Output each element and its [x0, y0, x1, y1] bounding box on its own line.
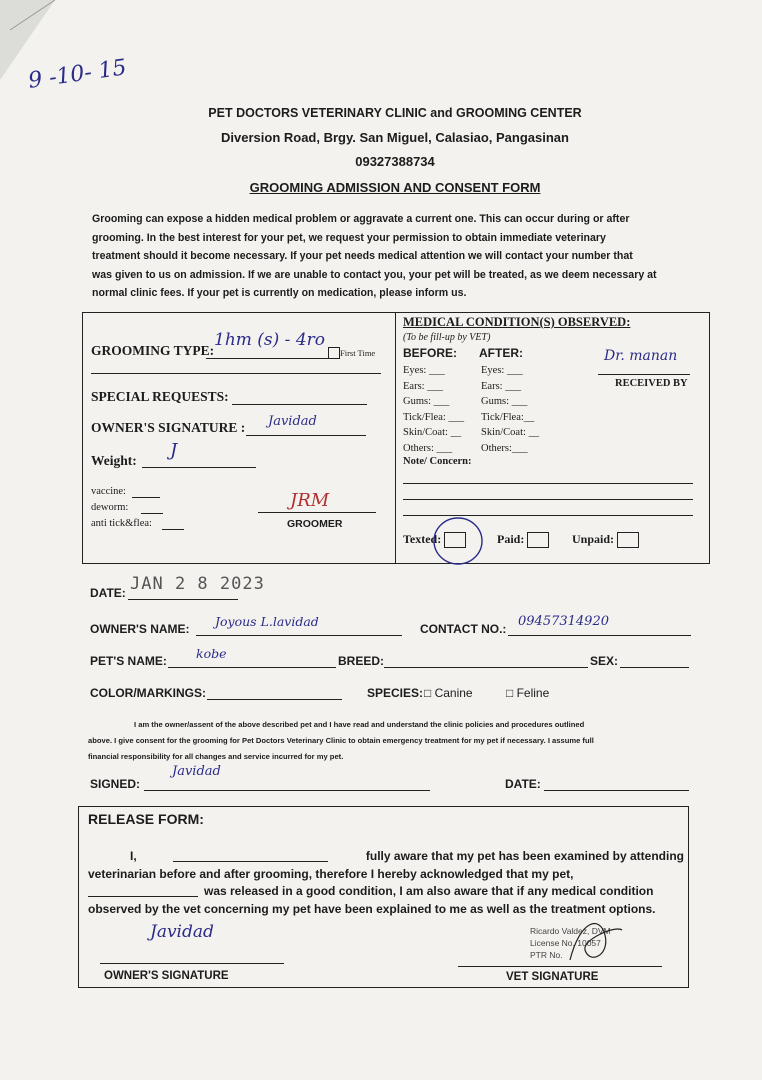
clinic-phone: 09327388734 — [355, 154, 435, 169]
release-text: was released in a good condition, I am also aware that if any medical condition — [204, 884, 654, 898]
weight-value: J — [170, 440, 178, 461]
clinic-name: PET DOCTORS VETERINARY CLINIC and GROOMING CENTER — [208, 106, 582, 120]
date-stamp: JAN 2 8 2023 — [130, 574, 265, 594]
groomer-signature: JRM — [290, 490, 330, 511]
release-line: veterinarian before and after grooming, therefore I hereby acknowledged that my pet, — [88, 866, 574, 881]
release-title: RELEASE FORM: — [88, 811, 204, 827]
signed-value: Javidad — [172, 764, 221, 779]
consent-paragraph — [88, 717, 708, 765]
release-text: I, — [130, 849, 137, 863]
pet-name-label: PET'S NAME: — [90, 654, 167, 668]
item-label: Gums: — [403, 396, 432, 407]
consent-line: above. I give consent for the grooming for Pet Doctors Veterinary Clinic to obtain emergency treatment for my pet if necessary. I assume full — [88, 736, 594, 745]
item-label: Skin/Coat: — [403, 427, 448, 438]
corner-note: 9 -10- 15 — [26, 55, 129, 94]
first-time-label: First Time — [340, 348, 376, 358]
breed-label: BREED: — [338, 654, 385, 668]
deworm-label: deworm: — [91, 502, 129, 513]
vaccine-label: vaccine: — [91, 486, 126, 497]
release-text: fully aware that my pet has been examined by attending — [365, 849, 684, 863]
paid-label: Paid: — [497, 532, 549, 548]
after-label: AFTER: — [479, 346, 523, 360]
item-label: Eyes: — [403, 365, 427, 376]
sex-label: SEX: — [590, 654, 619, 668]
texted-circle-mark — [428, 514, 488, 568]
first-time-checkbox[interactable] — [328, 347, 340, 359]
note-label: Note/ Concern: — [403, 456, 472, 467]
owner-signature-label: OWNER'S SIGNATURE : — [91, 420, 246, 435]
weight-label: Weight: — [91, 453, 137, 468]
received-by-value: Dr. manan — [604, 348, 678, 364]
canine-option[interactable]: □ Canine — [424, 686, 473, 700]
signed-date-label: DATE: — [505, 777, 541, 791]
date-label: DATE: — [90, 586, 126, 600]
medical-subtitle: (To be fill-up by VET) — [403, 332, 491, 343]
item-label: Skin/Coat: — [481, 427, 526, 438]
special-requests-label: SPECIAL REQUESTS: — [91, 389, 229, 404]
release-line — [88, 883, 684, 901]
release-line: observed by the vet concerning my pet have been explained to me as well as the treatment options. — [88, 901, 656, 916]
medical-title: MEDICAL CONDITION(S) OBSERVED: — [403, 315, 631, 329]
release-pet-blank — [88, 883, 198, 897]
item-label: Others: — [403, 442, 434, 454]
item-label: Eyes: — [481, 365, 505, 376]
before-label: BEFORE: — [403, 346, 457, 360]
item-label: Tick/Flea: — [403, 411, 446, 423]
owner-name-label: OWNER'S NAME: — [90, 622, 190, 636]
item-label: Others: — [481, 442, 512, 454]
item-label: Ears: — [403, 380, 425, 392]
vet-stamp-ptr: PTR No. — [530, 950, 563, 960]
intro-line: treatment should it become necessary. If your pet needs medical attention we will contact your number that — [92, 250, 633, 262]
grooming-type-label: GROOMING TYPE: — [91, 343, 215, 358]
feline-option[interactable]: □ Feline — [506, 686, 550, 700]
vet-signature-scribble — [560, 910, 630, 970]
release-paragraph — [88, 848, 684, 918]
item-label: Ears: — [481, 380, 503, 392]
grooming-type-value: 1hm (s) - 4ro — [214, 330, 326, 350]
after-items: Eyes: ___ Ears: ___ Gums: ___ Tick/Flea:__ Skin/Coat: __ Others:___ — [481, 365, 540, 454]
consent-line: financial responsibility for all changes and service incurred for my pet. — [88, 752, 344, 761]
consent-line: I am the owner/assent of the above described pet and I have read and understand the clinic policies and procedures outlined — [134, 720, 585, 729]
contact-value: 09457314920 — [518, 614, 609, 629]
owner-signature-label: OWNER'S SIGNATURE — [104, 970, 229, 982]
vet-stamp-name: Ricardo Valdez, DVM — [530, 926, 611, 936]
contact-label: CONTACT NO.: — [420, 622, 507, 636]
release-owner-signature: Javidad — [150, 922, 214, 942]
release-name-blank — [173, 848, 328, 862]
texted-label: Texted: — [403, 532, 466, 548]
signed-label: SIGNED: — [90, 777, 141, 791]
intro-line: grooming. In the best interest for your pet, we request your permission to obtain immediate veterinary — [92, 231, 606, 244]
received-by-label: RECEIVED BY — [615, 378, 688, 389]
vet-signature-label: VET SIGNATURE — [506, 971, 599, 983]
species-label: SPECIES: — [367, 686, 424, 700]
pet-name-value: kobe — [196, 646, 227, 661]
item-label: Tick/Flea: — [481, 411, 524, 423]
color-label: COLOR/MARKINGS: — [90, 686, 206, 700]
paid-checkbox[interactable] — [527, 532, 549, 548]
intro-paragraph — [92, 210, 702, 303]
vet-stamp-license: License No. 10057 — [530, 938, 601, 948]
intro-line: was given to us on admission. If we are unable to contact you, your pet will be treated, as we deem necessary at — [92, 268, 657, 281]
box-divider — [395, 312, 396, 564]
intro-line: normal clinic fees. If your pet is currently on medication, please inform us. — [92, 287, 467, 299]
before-items: Eyes: ___ Ears: ___ Gums: ___ Tick/Flea: ___ Skin/Coat: __ Others: ___ — [403, 365, 465, 454]
form-title: GROOMING ADMISSION AND CONSENT FORM — [249, 180, 541, 195]
clinic-address: Diversion Road, Brgy. San Miguel, Calasiao, Pangasinan — [221, 130, 569, 145]
item-label: Gums: — [481, 396, 510, 407]
unpaid-label: Unpaid: — [572, 532, 639, 548]
owner-signature-value: Javidad — [268, 414, 317, 429]
groomer-label: GROOMER — [287, 518, 343, 530]
intro-line: Grooming can expose a hidden medical problem or aggravate a current one. This can occur during or after — [92, 213, 630, 225]
anti-tick-label: anti tick&flea: — [91, 518, 152, 529]
unpaid-checkbox[interactable] — [617, 532, 639, 548]
owner-name-value: Joyous L.lavidad — [215, 614, 319, 629]
release-line — [88, 848, 684, 866]
